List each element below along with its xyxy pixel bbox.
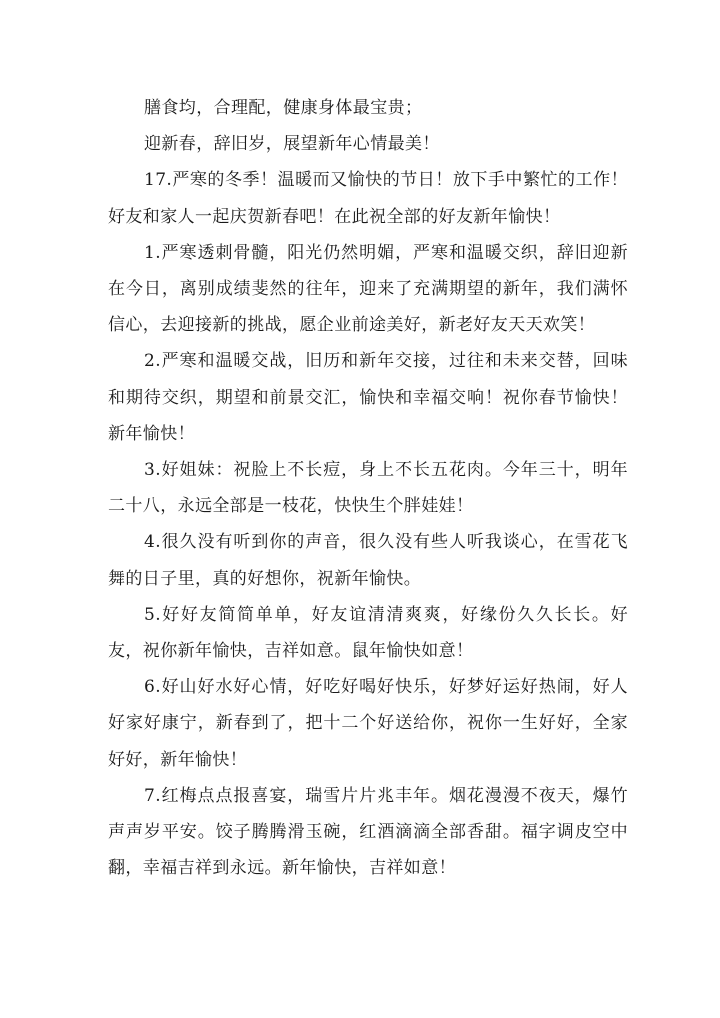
paragraph-17: 17.严寒的冬季！温暖而又愉快的节日！放下手中繁忙的工作！好友和家人一起庆贺新春吧！在此祝全部的好友新年愉快！ xyxy=(108,170,628,227)
paragraph-new-spring: 迎新春，辞旧岁，展望新年心情最美！ xyxy=(144,134,440,155)
paragraph-3: 3.好姐妹：祝脸上不长痘，身上不长五花肉。今年三十，明年二十八，永远全部是一枝花，快快生个胖娃娃！ xyxy=(108,460,628,517)
paragraph-2: 2.严寒和温暖交战，旧历和新年交接，过往和未来交替，回味和期待交织，期望和前景交汇，愉快和幸福交响！祝你春节愉快！新年愉快！ xyxy=(108,351,628,444)
paragraph-5: 5.好好友简简单单，好友谊清清爽爽，好缘份久久长长。好友，祝你新年愉快，吉祥如意。鼠年愉快如意！ xyxy=(108,604,628,662)
paragraph-7: 7.红梅点点报喜宴，瑞雪片片兆丰年。烟花漫漫不夜天，爆竹声声岁平安。饺子腾腾滑玉碗，红酒滴滴全部香甜。福字调皮空中翻，幸福吉祥到永远。新年愉快，吉祥如意！ xyxy=(108,785,628,879)
paragraph-diet: 膳食均，合理配，健康身体最宝贵； xyxy=(144,98,423,118)
paragraph-4: 4.很久没有听到你的声音，很久没有些人听我谈心，在雪花飞舞的日子里，真的好想你，祝新年愉快。 xyxy=(108,532,628,589)
document-body xyxy=(108,90,628,886)
paragraph-6: 6.好山好水好心情，好吃好喝好快乐，好梦好运好热闹，好人好家好康宁，新春到了，把十二个好送给你，祝你一生好好，全家好好，新年愉快！ xyxy=(108,677,628,770)
paragraph-1: 1.严寒透刺骨髓，阳光仍然明媚，严寒和温暖交织，辞旧迎新在今日，离别成绩斐然的往年，迎来了充满期望的新年，我们满怀信心，去迎接新的挑战，愿企业前途美好，新老好友天天欢笑！ xyxy=(108,242,628,336)
